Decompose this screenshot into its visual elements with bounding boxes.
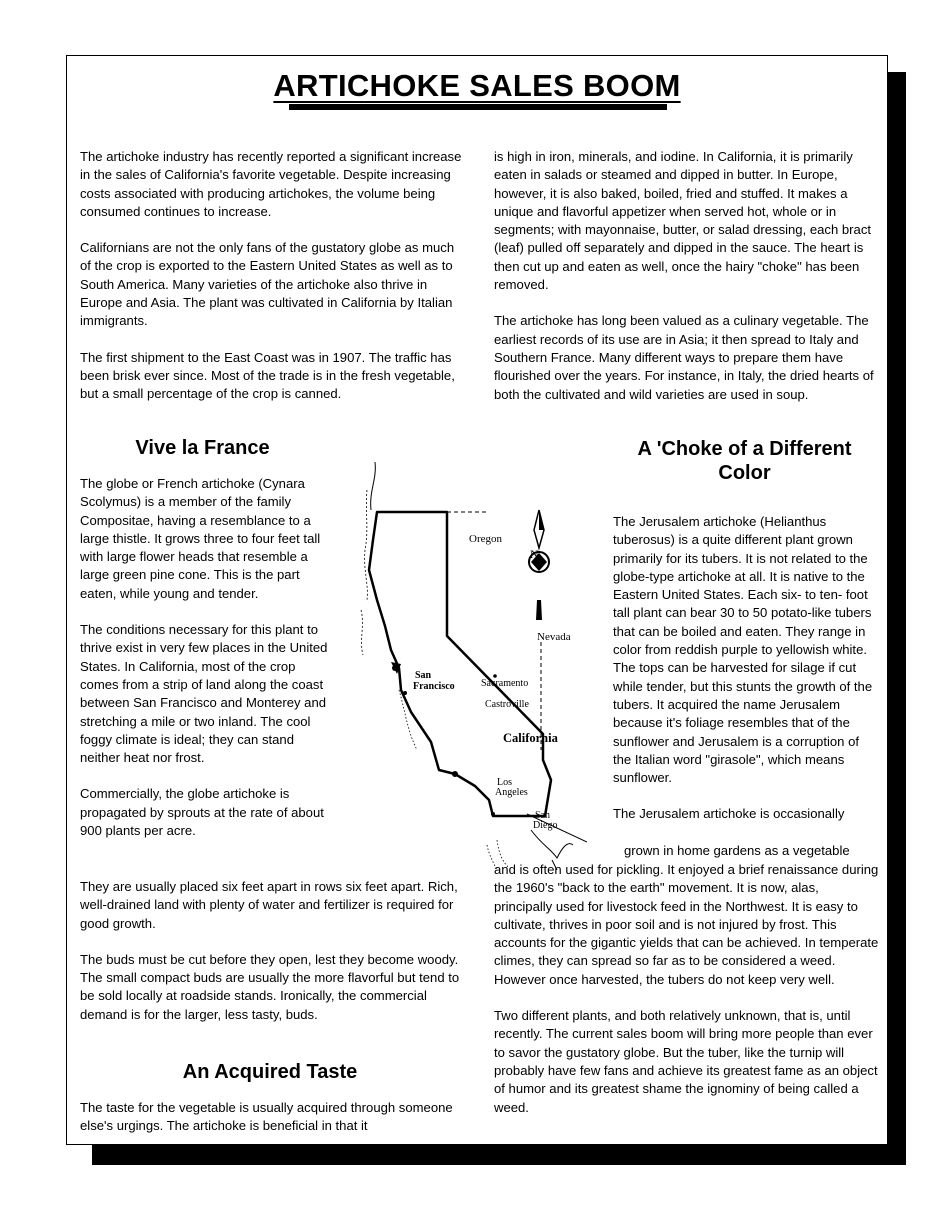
col2-jerusalem-cont [624, 842, 884, 860]
paragraph: Commercially, the globe artichoke is propagated by sprouts at the rate of about 900 plants per acre. [80, 786, 324, 839]
col2-lower [494, 861, 879, 1117]
label-sd: Diego [533, 820, 558, 831]
label-north-text: N [530, 547, 539, 561]
page-title: ARTICHOKE SALES BOOM [273, 68, 681, 103]
label-castroville: Castroville [485, 699, 529, 710]
coastline [371, 462, 376, 510]
label-california: California [503, 731, 558, 745]
north-arrow-icon [539, 510, 544, 530]
paragraph: and is often used for pickling. It enjoyed a brief renaissance during the 1960's "back to the earth" movement. It is now, alas, principally used for livestock feed in the Northwest. It is easy to cultivate, thrives in poor soil and is not injured by frost. This accounts for the gigantic yields that can be achieved. In temperate climes, they can spread so far as to be considered a weed. However once harvested, the tubers do not keep very well. [494, 862, 879, 987]
paragraph: The Jerusalem artichoke is occasionally [613, 806, 845, 822]
coastline [365, 490, 368, 600]
paragraph: Two different plants, and both relatively unknown, that is, until recently. The current sales boom will bring more people than ever to savor the gustatory globe. But the tuber, like the turnip will probably have few fans and achieve its greatest fame as an object of humor and its greatest shame the ignominy of being called a weed. [494, 1008, 878, 1115]
title-rule [289, 104, 667, 110]
paragraph: The artichoke has long been valued as a culinary vegetable. The earliest records of its use are in Asia; it then spread to Italy and Southern France. Many different ways to prepare them have flourished over the years. For instance, in Italy, the dried hearts of both the cultivated and wild varieties are used in soup. [494, 313, 874, 402]
coastline [487, 845, 497, 870]
paragraph: The globe or French artichoke (Cynara Scolymus) is a member of the family Compositae, having a resemblance to a large thistle. It grows three to four feet tall with large flower heads that resemble a large green pine cone. This is the part eaten, while young and tender. [80, 476, 321, 601]
heading-choke-different-color [617, 437, 872, 485]
coastline [399, 690, 417, 750]
label-oregon: Oregon [469, 533, 502, 545]
heading-line: A 'Choke of a Different [637, 438, 852, 460]
page-shadow-bottom [92, 1145, 906, 1165]
paragraph: grown in home gardens as a vegetable [624, 843, 850, 858]
california-map [347, 450, 587, 870]
newsletter-page [66, 55, 888, 1145]
label-sf: San [415, 670, 432, 681]
compass-icon [536, 600, 542, 620]
label-la: Angeles [495, 787, 528, 798]
label-sd: San [535, 810, 550, 821]
col1-lower [80, 878, 465, 1024]
city-marker [403, 691, 407, 695]
col2-jerusalem [613, 513, 878, 824]
paragraph: The artichoke industry has recently reported a significant increase in the sales of California's favorite vegetable. Despite increasing costs associated with producing artichokes, the volume being consumed continues to increase. [80, 149, 462, 219]
label-nevada: Nevada [537, 631, 571, 643]
label-sacramento: Sacramento [481, 678, 529, 689]
col1-vive-section [80, 475, 330, 840]
page-shadow-right [888, 72, 906, 1165]
paragraph: The Jerusalem artichoke (Helianthus tuberosus) is a quite different plant grown primarily for its tubers. It is not related to the globe-type artichoke at all. It is native to the Eastern United States. Each six- to ten- foot tall plant can bear 30 to 50 potato-like tubers that can be boiled and eaten. They range in color from reddish purple to yellowish white. The tops can be harvested for silage if cut while tender, but this stunts the growth of the tubers. It acquired the name Jerusalem because it's foliage resembles that of the sunflower and Jerusalem is a corruption of the Italian word "girasole", which means sunflower. [613, 514, 873, 786]
paragraph: The first shipment to the East Coast was in 1907. The traffic has been brisk ever since. Most of the trade is in the fresh vegetable, but a small percentage of the crop is canned. [80, 349, 455, 402]
label-sf: Francisco [413, 681, 455, 692]
paragraph: is high in iron, minerals, and iodine. In California, it is primarily eaten in salads or steamed and dipped in butter. In Europe, however, it is also baked, boiled, fried and stuffed. It makes a unique and flavorful appetizer when served hot, whole or in segments; with mayonnaise, butter, or salad dressing, each bract (leaf) pulled off separately and dipped in the sauce. The heart is then cut up and eaten as well, once the hairy "choke" has been removed. [494, 149, 872, 293]
coastline [531, 830, 573, 870]
heading-vive-la-france: Vive la France [135, 437, 270, 459]
heading-acquired-taste: An Acquired Taste [182, 1061, 358, 1083]
coastline [361, 610, 363, 655]
col1-taste [80, 1099, 465, 1136]
city-marker [491, 812, 495, 816]
col2-upper [494, 148, 879, 404]
paragraph: The taste for the vegetable is usually acquired through someone else's urgings. The artichoke is beneficial in that it [80, 1100, 453, 1134]
coastline [497, 840, 509, 868]
col1-intro [80, 148, 465, 404]
paragraph: They are usually placed six feet apart in rows six feet apart. Rich, well-drained land with plenty of water and fertilizer is required for good growth. [80, 879, 458, 931]
city-marker [452, 771, 458, 777]
paragraph: The buds must be cut before they open, lest they become woody. The small compact buds are usually the more flavorful but tend to be sold locally at roadside stands. Ironically, the commercial demand is for the larger, less tasty, buds. [80, 951, 460, 1022]
paragraph: Californians are not the only fans of the gustatory globe as much of the crop is exported to the Eastern United States as well as to South America. Many varieties of the artichoke also thrive in Europe and Asia. The plant was cultivated in California by Italian immigrants. [80, 240, 455, 329]
paragraph: The conditions necessary for this plant to thrive exist in very few places in the United States. In California, most of the crop comes from a strip of land along the coast between San Francisco and Monterey and stretching a mile or two inland. The cool foggy climate is ideal; they can stand neither heat nor frost. [80, 622, 328, 766]
label-la: Los [497, 777, 512, 788]
heading-line: Color [718, 462, 771, 484]
